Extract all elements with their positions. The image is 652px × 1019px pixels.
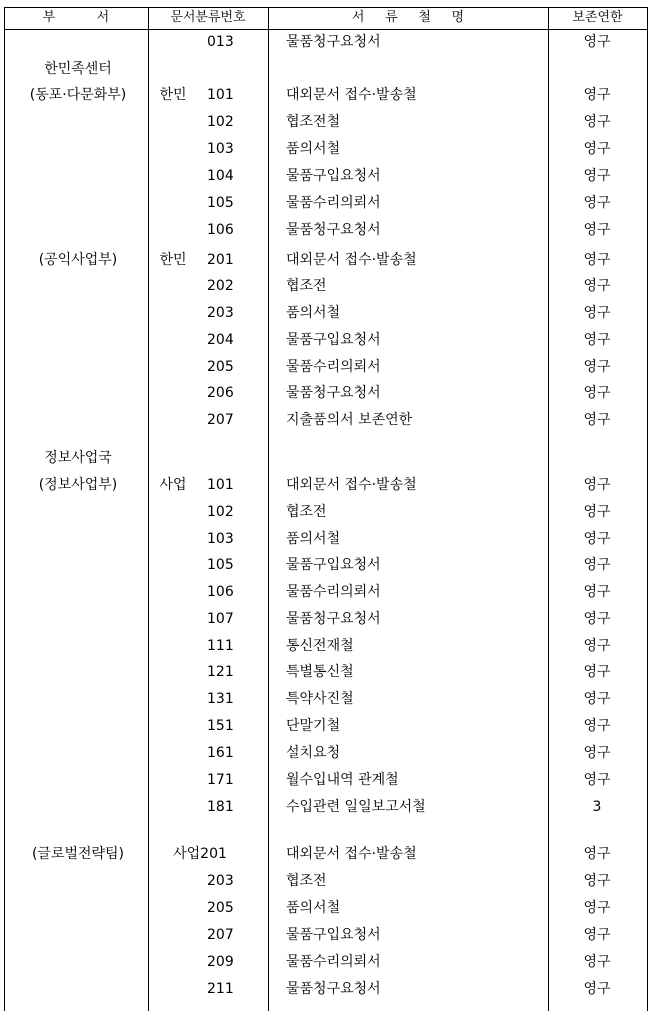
code-number-cell: 111 (207, 638, 234, 654)
retention-period-cell: 영구 (583, 900, 611, 916)
code-number-cell: 181 (207, 799, 234, 815)
record-title-cell: 협조전 (286, 873, 327, 889)
record-title-cell: 품의서철 (286, 900, 341, 916)
record-title-cell: 물품청구요청서 (286, 222, 381, 238)
code-number-cell: 106 (207, 584, 234, 600)
record-title-cell: 특약사진철 (286, 691, 354, 707)
retention-period-cell: 영구 (583, 141, 611, 157)
retention-period-cell: 영구 (583, 222, 611, 238)
department-cell: 정보사업국 (44, 450, 112, 466)
retention-period-cell: 영구 (583, 412, 611, 428)
code-number-cell: 103 (207, 141, 234, 157)
code-number-cell: 207 (207, 927, 234, 943)
record-title-cell: 물품청구요청서 (286, 611, 381, 627)
record-title-cell: 협조전 (286, 278, 327, 294)
record-title-cell: 단말기철 (286, 718, 341, 734)
column-divider-dept (148, 7, 149, 1011)
code-number-cell: 211 (207, 981, 234, 997)
retention-period-cell: 영구 (583, 745, 611, 761)
code-number-cell: 105 (207, 195, 234, 211)
code-number-cell: 161 (207, 745, 234, 761)
retention-period-cell: 영구 (583, 638, 611, 654)
record-title-cell: 대외문서 접수·발송철 (286, 87, 417, 103)
retention-period-cell: 영구 (583, 981, 611, 997)
retention-period-cell: 영구 (583, 278, 611, 294)
code-number-cell: 201 (207, 252, 234, 268)
column-divider-left (4, 7, 5, 1011)
retention-period-cell: 영구 (583, 531, 611, 547)
record-title-cell: 물품구입요청서 (286, 332, 381, 348)
header-code: 문서분류번호 (170, 10, 246, 25)
record-title-cell: 물품구입요청서 (286, 168, 381, 184)
code-number-cell: 102 (207, 114, 234, 130)
record-title-cell: 물품청구요청서 (286, 981, 381, 997)
retention-period-cell: 영구 (583, 611, 611, 627)
retention-period-cell: 영구 (583, 954, 611, 970)
code-number-cell: 206 (207, 385, 234, 401)
retention-period-cell: 영구 (583, 87, 611, 103)
retention-period-cell: 영구 (583, 927, 611, 943)
code-number-cell: 171 (207, 772, 234, 788)
code-number-cell: 101 (207, 87, 234, 103)
code-prefix-cell: 사업201 (173, 846, 227, 862)
retention-period-cell: 영구 (583, 359, 611, 375)
code-number-cell: 106 (207, 222, 234, 238)
record-title-cell: 물품수리의뢰서 (286, 584, 381, 600)
record-title-cell: 물품청구요청서 (286, 34, 381, 50)
retention-period-cell: 영구 (583, 664, 611, 680)
retention-period-cell: 영구 (583, 332, 611, 348)
code-number-cell: 121 (207, 664, 234, 680)
department-cell: (정보사업부) (38, 477, 118, 493)
retention-period-cell: 영구 (583, 584, 611, 600)
retention-period-cell: 영구 (583, 873, 611, 889)
record-title-cell: 물품수리의뢰서 (286, 954, 381, 970)
header-dept: 부 서 (42, 10, 110, 25)
retention-period-cell: 영구 (583, 477, 611, 493)
code-number-cell: 102 (207, 504, 234, 520)
record-title-cell: 협조전철 (286, 114, 341, 130)
record-title-cell: 물품청구요청서 (286, 385, 381, 401)
code-number-cell: 103 (207, 531, 234, 547)
code-number-cell: 203 (207, 873, 234, 889)
retention-period-cell: 영구 (583, 846, 611, 862)
retention-period-cell: 영구 (583, 168, 611, 184)
record-title-cell: 물품구입요청서 (286, 927, 381, 943)
record-title-cell: 협조전 (286, 504, 327, 520)
code-number-cell: 207 (207, 412, 234, 428)
retention-period-cell: 영구 (583, 772, 611, 788)
record-title-cell: 품의서철 (286, 305, 341, 321)
code-number-cell: 202 (207, 278, 234, 294)
code-number-cell: 205 (207, 900, 234, 916)
code-number-cell: 131 (207, 691, 234, 707)
record-title-cell: 품의서철 (286, 531, 341, 547)
record-title-cell: 지출품의서 보존연한 (286, 412, 413, 428)
department-cell: 한민족센터 (44, 61, 112, 77)
record-title-cell: 물품수리의뢰서 (286, 359, 381, 375)
header-bottom-border (4, 29, 648, 30)
code-number-cell: 209 (207, 954, 234, 970)
column-divider-code (268, 7, 269, 1011)
code-number-cell: 105 (207, 557, 234, 573)
record-title-cell: 대외문서 접수·발송철 (286, 252, 417, 268)
record-title-cell: 설치요청 (286, 745, 341, 761)
record-title-cell: 물품수리의뢰서 (286, 195, 381, 211)
retention-period-cell: 영구 (583, 557, 611, 573)
code-prefix-cell: 한민 (159, 252, 187, 268)
retention-period-cell: 영구 (583, 718, 611, 734)
header-title: 서 류 철 명 (351, 10, 465, 25)
retention-period-cell: 영구 (583, 504, 611, 520)
record-title-cell: 월수입내역 관계철 (286, 772, 399, 788)
code-number-cell: 107 (207, 611, 234, 627)
code-number-cell: 205 (207, 359, 234, 375)
code-number-cell: 013 (207, 34, 234, 50)
header-period: 보존연한 (572, 10, 623, 25)
record-title-cell: 통신전재철 (286, 638, 354, 654)
code-number-cell: 204 (207, 332, 234, 348)
column-divider-right (647, 7, 648, 1011)
header-top-border (4, 7, 648, 8)
code-prefix-cell: 사업 (159, 477, 187, 493)
code-number-cell: 101 (207, 477, 234, 493)
record-title-cell: 대외문서 접수·발송철 (286, 477, 417, 493)
retention-period-cell: 영구 (583, 34, 611, 50)
record-title-cell: 대외문서 접수·발송철 (286, 846, 417, 862)
code-number-cell: 104 (207, 168, 234, 184)
retention-period-cell: 영구 (583, 114, 611, 130)
retention-period-cell: 영구 (583, 252, 611, 268)
code-number-cell: 203 (207, 305, 234, 321)
retention-period-cell: 영구 (583, 385, 611, 401)
department-cell: (동포·다문화부) (29, 87, 127, 103)
retention-period-cell: 영구 (583, 691, 611, 707)
record-title-cell: 특별통신철 (286, 664, 354, 680)
retention-period-cell: 영구 (583, 305, 611, 321)
record-title-cell: 품의서철 (286, 141, 341, 157)
record-title-cell: 물품구입요청서 (286, 557, 381, 573)
department-cell: (공익사업부) (38, 252, 118, 268)
code-number-cell: 151 (207, 718, 234, 734)
record-title-cell: 수입관련 일일보고서철 (286, 799, 426, 815)
department-cell: (글로벌전략팀) (31, 846, 125, 862)
retention-period-cell: 영구 (583, 195, 611, 211)
retention-period-cell: 3 (592, 799, 602, 815)
code-prefix-cell: 한민 (159, 87, 187, 103)
